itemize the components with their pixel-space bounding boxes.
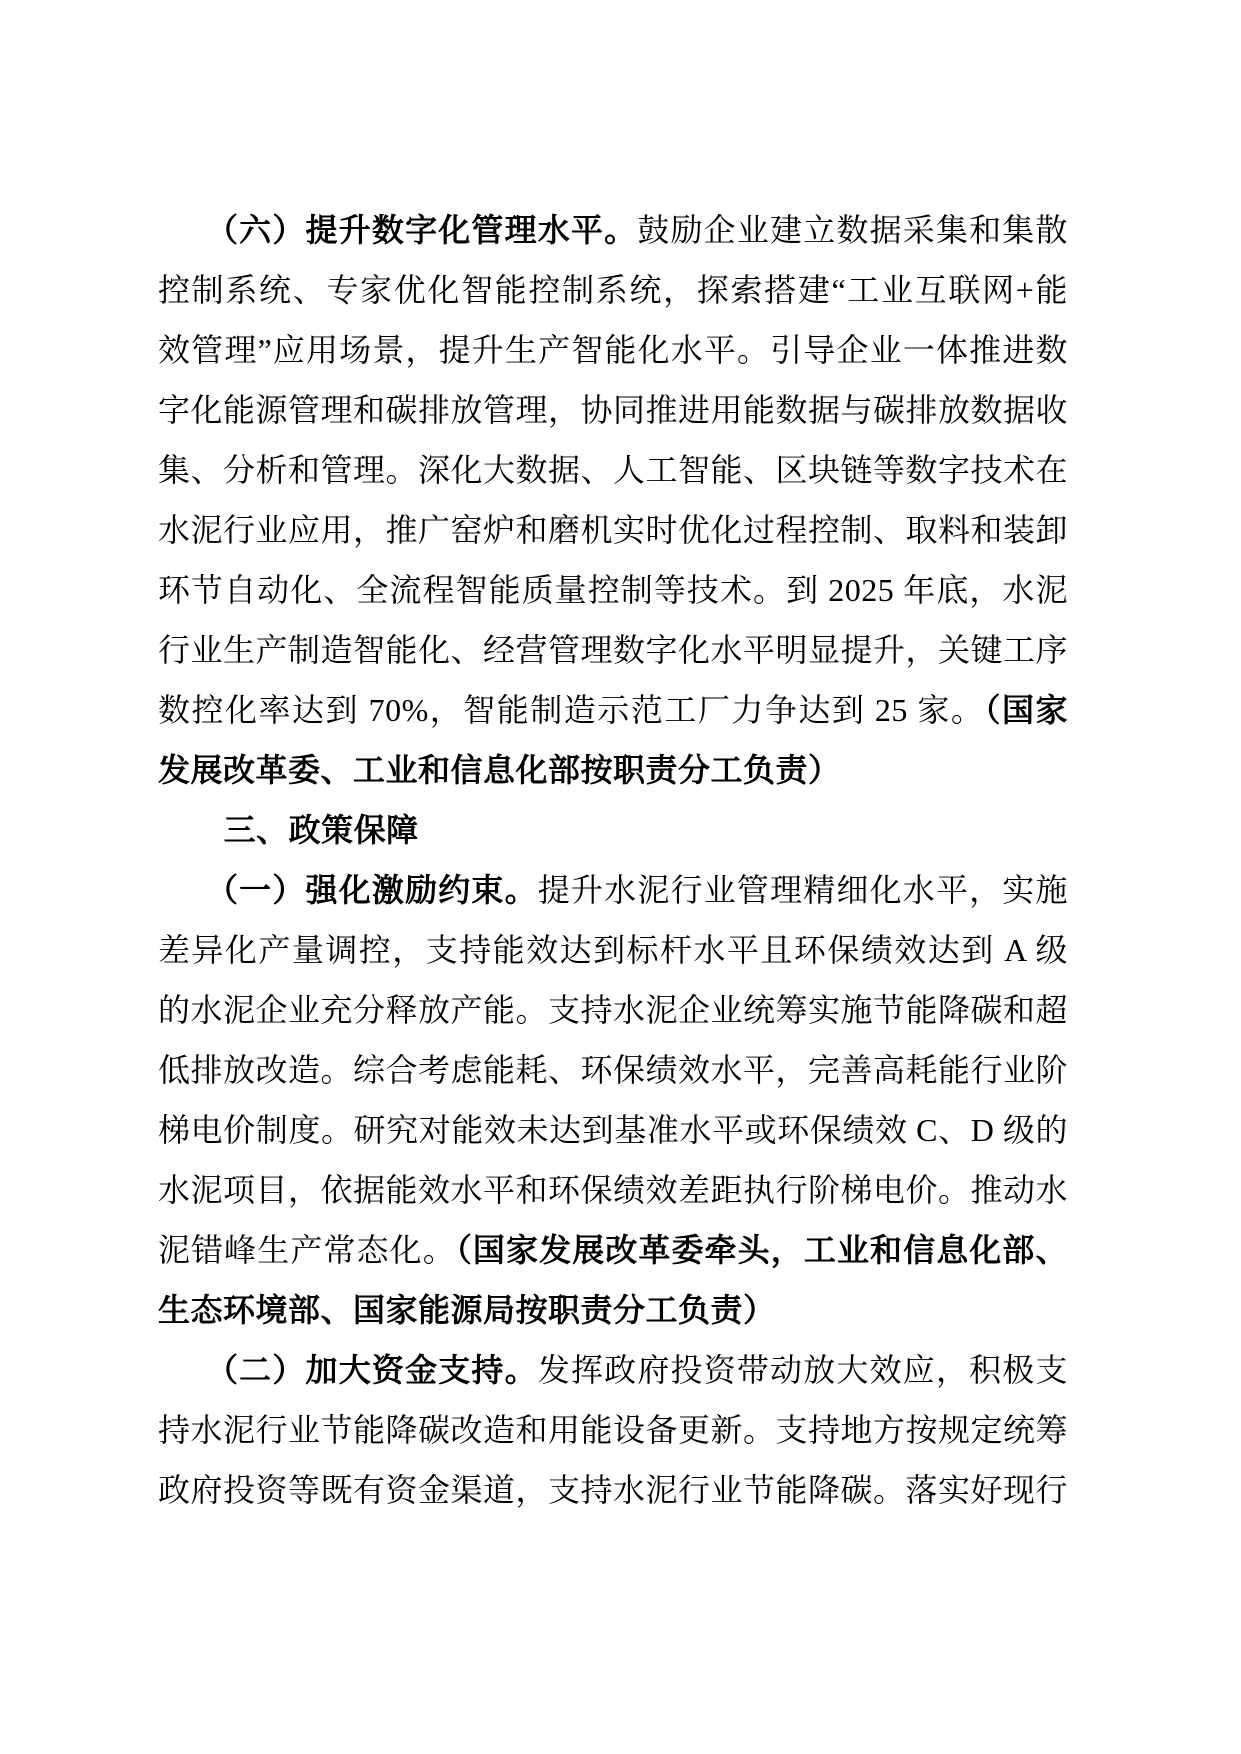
- paragraph-6-body: 鼓励企业建立数据采集和集散控制系统、专家优化智能控制系统，探索搭建“工业互联网+能效管理”应用场景，提升生产智能化水平。引导企业一体推进数字化能源管理和碳排放管理，协同推进用能数据与碳排放数据收集、分析和管理。深化大数据、人工智能、区块链等数字技术在水泥行业应用，推广窑炉和磨机实时优化过程控制、取料和装卸环节自动化、全流程智能质量控制等技术。到 2025 年底，水泥行业生产制造智能化、经营管理数字化水平明显提升，关键工序数控化率达到 70%，智能制造示范工厂力争达到 25 家。: [158, 212, 1069, 728]
- paragraph-1-lead: （一）强化激励约束。: [206, 872, 538, 908]
- paragraph-6-lead: （六）提升数字化管理水平。: [206, 212, 638, 248]
- paragraph-2-body: 发挥政府投资带动放大效应，积极支持水泥行业节能降碳改造和用能设备更新。支持地方按规定统筹政府投资等既有资金渠道，支持水泥行业节能降碳。落实好现行: [158, 1352, 1069, 1508]
- paragraph-6-responsibility-note: （国家发展改革委、工业和信息化部按职责分工负责）: [158, 692, 1068, 788]
- section-heading-policy-support: 三、政策保障: [223, 812, 419, 848]
- paragraph-item-2: [158, 1340, 1068, 1520]
- paragraph-2-lead: （二）加大资金支持。: [206, 1352, 538, 1388]
- paragraph-item-6: [158, 200, 1068, 800]
- paragraph-item-1: [158, 860, 1068, 1340]
- paragraph-1-body: 提升水泥行业管理精细化水平，实施差异化产量调控，支持能效达到标杆水平且环保绩效达到 A 级的水泥企业充分释放产能。支持水泥企业统筹实施节能降碳和超低排放改造。综合考虑能耗、环保绩效水平，完善高耗能行业阶梯电价制度。研究对能效未达到基准水平或环保绩效 C、D 级的水泥项目，依据能效水平和环保绩效差距执行阶梯电价。推动水泥错峰生产常态化。: [158, 872, 1069, 1268]
- paragraph-1-responsibility-note: （国家发展改革委牵头，工业和信息化部、生态环境部、国家能源局按职责分工负责）: [158, 1232, 1068, 1328]
